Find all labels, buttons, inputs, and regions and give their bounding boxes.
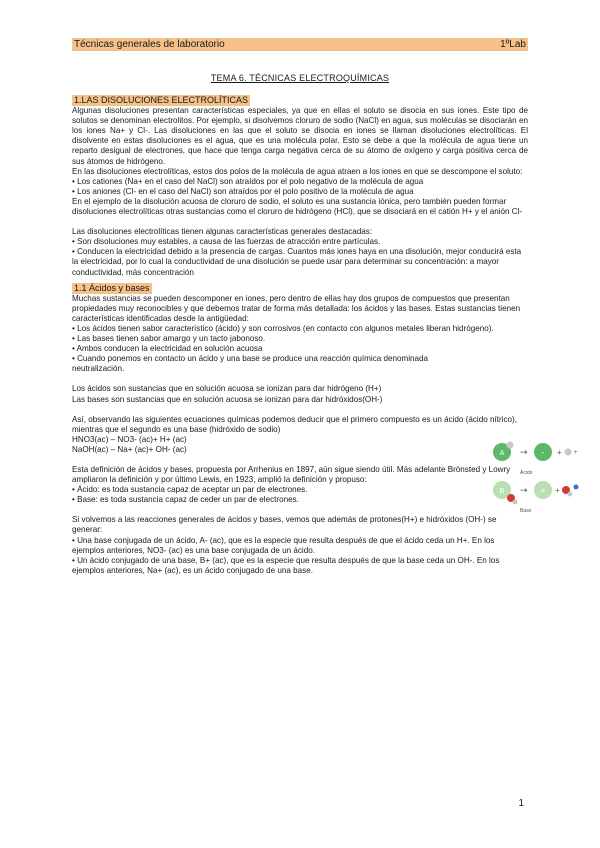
bullet-acid-taste: • Los ácidos tienen sabor característico (ácido) y son corrosivos (en contacto con algunos metales liberan hidrógeno). (72, 323, 494, 333)
bullet-conjugate-acid: • Un ácido conjugado de una base, B+ (ac), que es la especie que resulta después de que la base ceda un OH-. En los ejemplos anteriores, Na+ (ac), es un ácido conjugado de una base. (72, 555, 500, 575)
paragraph-intro: Algunas disoluciones presentan características especiales, ya que en ellas el soluto se disocia en sus iones. Este tipo de solutos se denominan electrolitos. Por ejemplo, si disolvemos cloruro de sodio (NaCl) en agua, sus moléculas se disociarán en los iones Na+ y Cl-. Las disoluciones en las que el soluto se disocia en iones se llaman disoluciones electrolíticas. El disolvente en estas disoluciones es el agua, que es una molécula polar. Esto se debe a que la molécula de agua tiene un reparto desigual de electrones, que hace que tenga carga negativa cerca de su átomo de oxígeno y carga positiva cerca de sus átomos de hidrógeno. (72, 106, 528, 166)
paragraph-arrhenius: Esta definición de ácidos y bases, propuesta por Arrhenius en 1897, aún sigue siendo útil. Más adelante Brönsted y Lowry ampliaron la definición y por último Lewis, en 1923, amplió la definición y propuso: (72, 465, 511, 485)
paragraph-equations-intro: Así, observando las siguientes ecuaciones químicas podemos deducir que el primero compuesto es un ácido (ácido nítrico), mientras que el segundo es una base (hidróxido de sodio) (72, 414, 517, 434)
bullet-conjugate-base: • Una base conjugada de un ácido, A- (ac), que es la especie que resulta después de que el ácido ceda un H+. En los ejemplos anteriores, NO3- (ac) es una base conjugada de un ácido. (72, 535, 495, 555)
base-arrow: → (520, 486, 528, 496)
bullet-electricity: • Ambos conducen la electricidad en solución acuosa (72, 344, 263, 354)
base-caption: Base (520, 508, 532, 514)
bullet-cations: • Los cationes (Na+ en el caso del NaCl) son atraídos por el polo negativo de la molécula de agua (72, 176, 424, 186)
acid-reaction-row (493, 442, 578, 477)
acid-proton (565, 449, 572, 456)
bullet-stable: • Son disoluciones muy estables, a causa de las fuerzas de atracción entre partículas. (72, 237, 381, 247)
base-plus-sign: + (555, 486, 560, 495)
base-product-plus: + (540, 486, 546, 495)
base-hydroxide-hydrogen (568, 492, 573, 497)
section-heading-acidos-bases: 1.1 Ácidos y bases (74, 282, 150, 293)
base-reaction-row (493, 481, 579, 514)
bullet-lewis-base: • Base: es toda sustancia capaz de ceder un par de electrones. (72, 495, 299, 505)
section-heading-disoluciones: 1.LAS DISOLUCIONES ELECTROLÍTICAS (74, 95, 249, 105)
bullet-neutralization: • Cuando ponemos en contacto un ácido y una base se produce una reacción química denominada (72, 354, 429, 364)
bullet-neutralization-end: neutralización. (72, 364, 125, 374)
bullet-base-taste: • Las bases tienen sabor amargo y un tacto jabonoso. (72, 334, 266, 344)
base-atom-letter: B (499, 488, 505, 495)
acid-arrow: → (520, 448, 528, 458)
page-title: TEMA 6. TÉCNICAS ELECTROQUÍMICAS (210, 73, 390, 83)
acid-atom-letter: A (499, 450, 505, 457)
acid-proton-plus: + (574, 450, 578, 456)
bullet-lewis-acid: • Ácido: es toda sustancia capaz de aceptar un par de electrones. (72, 485, 308, 495)
base-hydroxide-charge (574, 485, 579, 490)
acid-base-diagram (490, 440, 590, 520)
definition-acid: Los ácidos son sustancias que en solución acuosa se ionizan para dar hidrógeno (H+) (72, 384, 382, 394)
base-hydrogen-atom (513, 500, 518, 505)
document-body (72, 95, 528, 576)
acid-plus-sign: + (557, 448, 562, 457)
paragraph-properties-intro: Las disoluciones electrolíticas tienen algunas características generales destacadas: (72, 227, 373, 237)
header-course: Técnicas generales de laboratorio (74, 39, 225, 50)
bullet-anions: • Los aniones (Cl- en el caso del NaCl) son atraídos por el polo positivo de la molécula de agua (72, 186, 414, 196)
definition-base: Las bases son sustancias que en solución acuosa se ionizan para dar hidróxidos(OH-) (72, 394, 383, 404)
equation-naoh: NaOH(ac) – Na+ (ac)+ OH- (ac) (72, 444, 187, 454)
page-number: 1 (518, 798, 524, 809)
paragraph-conjugates-intro: Si volvemos a las reacciones generales de ácidos y bases, vemos que además de protones(H+) e hidróxidos (OH-) se generar: (72, 515, 497, 535)
page-header (72, 38, 528, 51)
equation-hno3: HNO3(ac) – NO3- (ac)+ H+ (ac) (72, 434, 187, 444)
paragraph-attract: En las disoluciones electrolíticas, estos dos polos de la molécula de agua atraen a los iones en que se descompone el soluto: (72, 166, 523, 176)
acid-product-minus: - (541, 448, 545, 457)
bullet-conduct: • Conducen la electricidad debido a la presencia de cargas. Cuantos más iones haya en una disolución, mejor conducirá esta la electricidad, por lo cual la conductividad de una disolución se puede usar para determinar su concentración: a mayor conductividad, más concentración (72, 247, 522, 277)
header-level: 1ºLab (500, 39, 526, 50)
paragraph-example: En el ejemplo de la disolución acuosa de cloruro de sodio, el soluto es una sustancia iónica, pero también pueden formar disoluciones electrolíticas otras sustancias como el cloruro de hidrógeno (HCl), que se disociará en el catión H+ y el anión Cl- (72, 196, 523, 217)
acid-caption: Ácido (520, 470, 533, 476)
paragraph-acids-intro: Muchas sustancias se pueden descomponer en iones, pero dentro de ellas hay dos grupos de compuestos que presentan propiedades muy reconocibles y que debemos tratar de forma más detallada: los ácidos y las bases. Estas sustancias tienen características identificadas desde la antigüedad: (72, 293, 521, 323)
acid-hydrogen-atom (507, 442, 514, 449)
